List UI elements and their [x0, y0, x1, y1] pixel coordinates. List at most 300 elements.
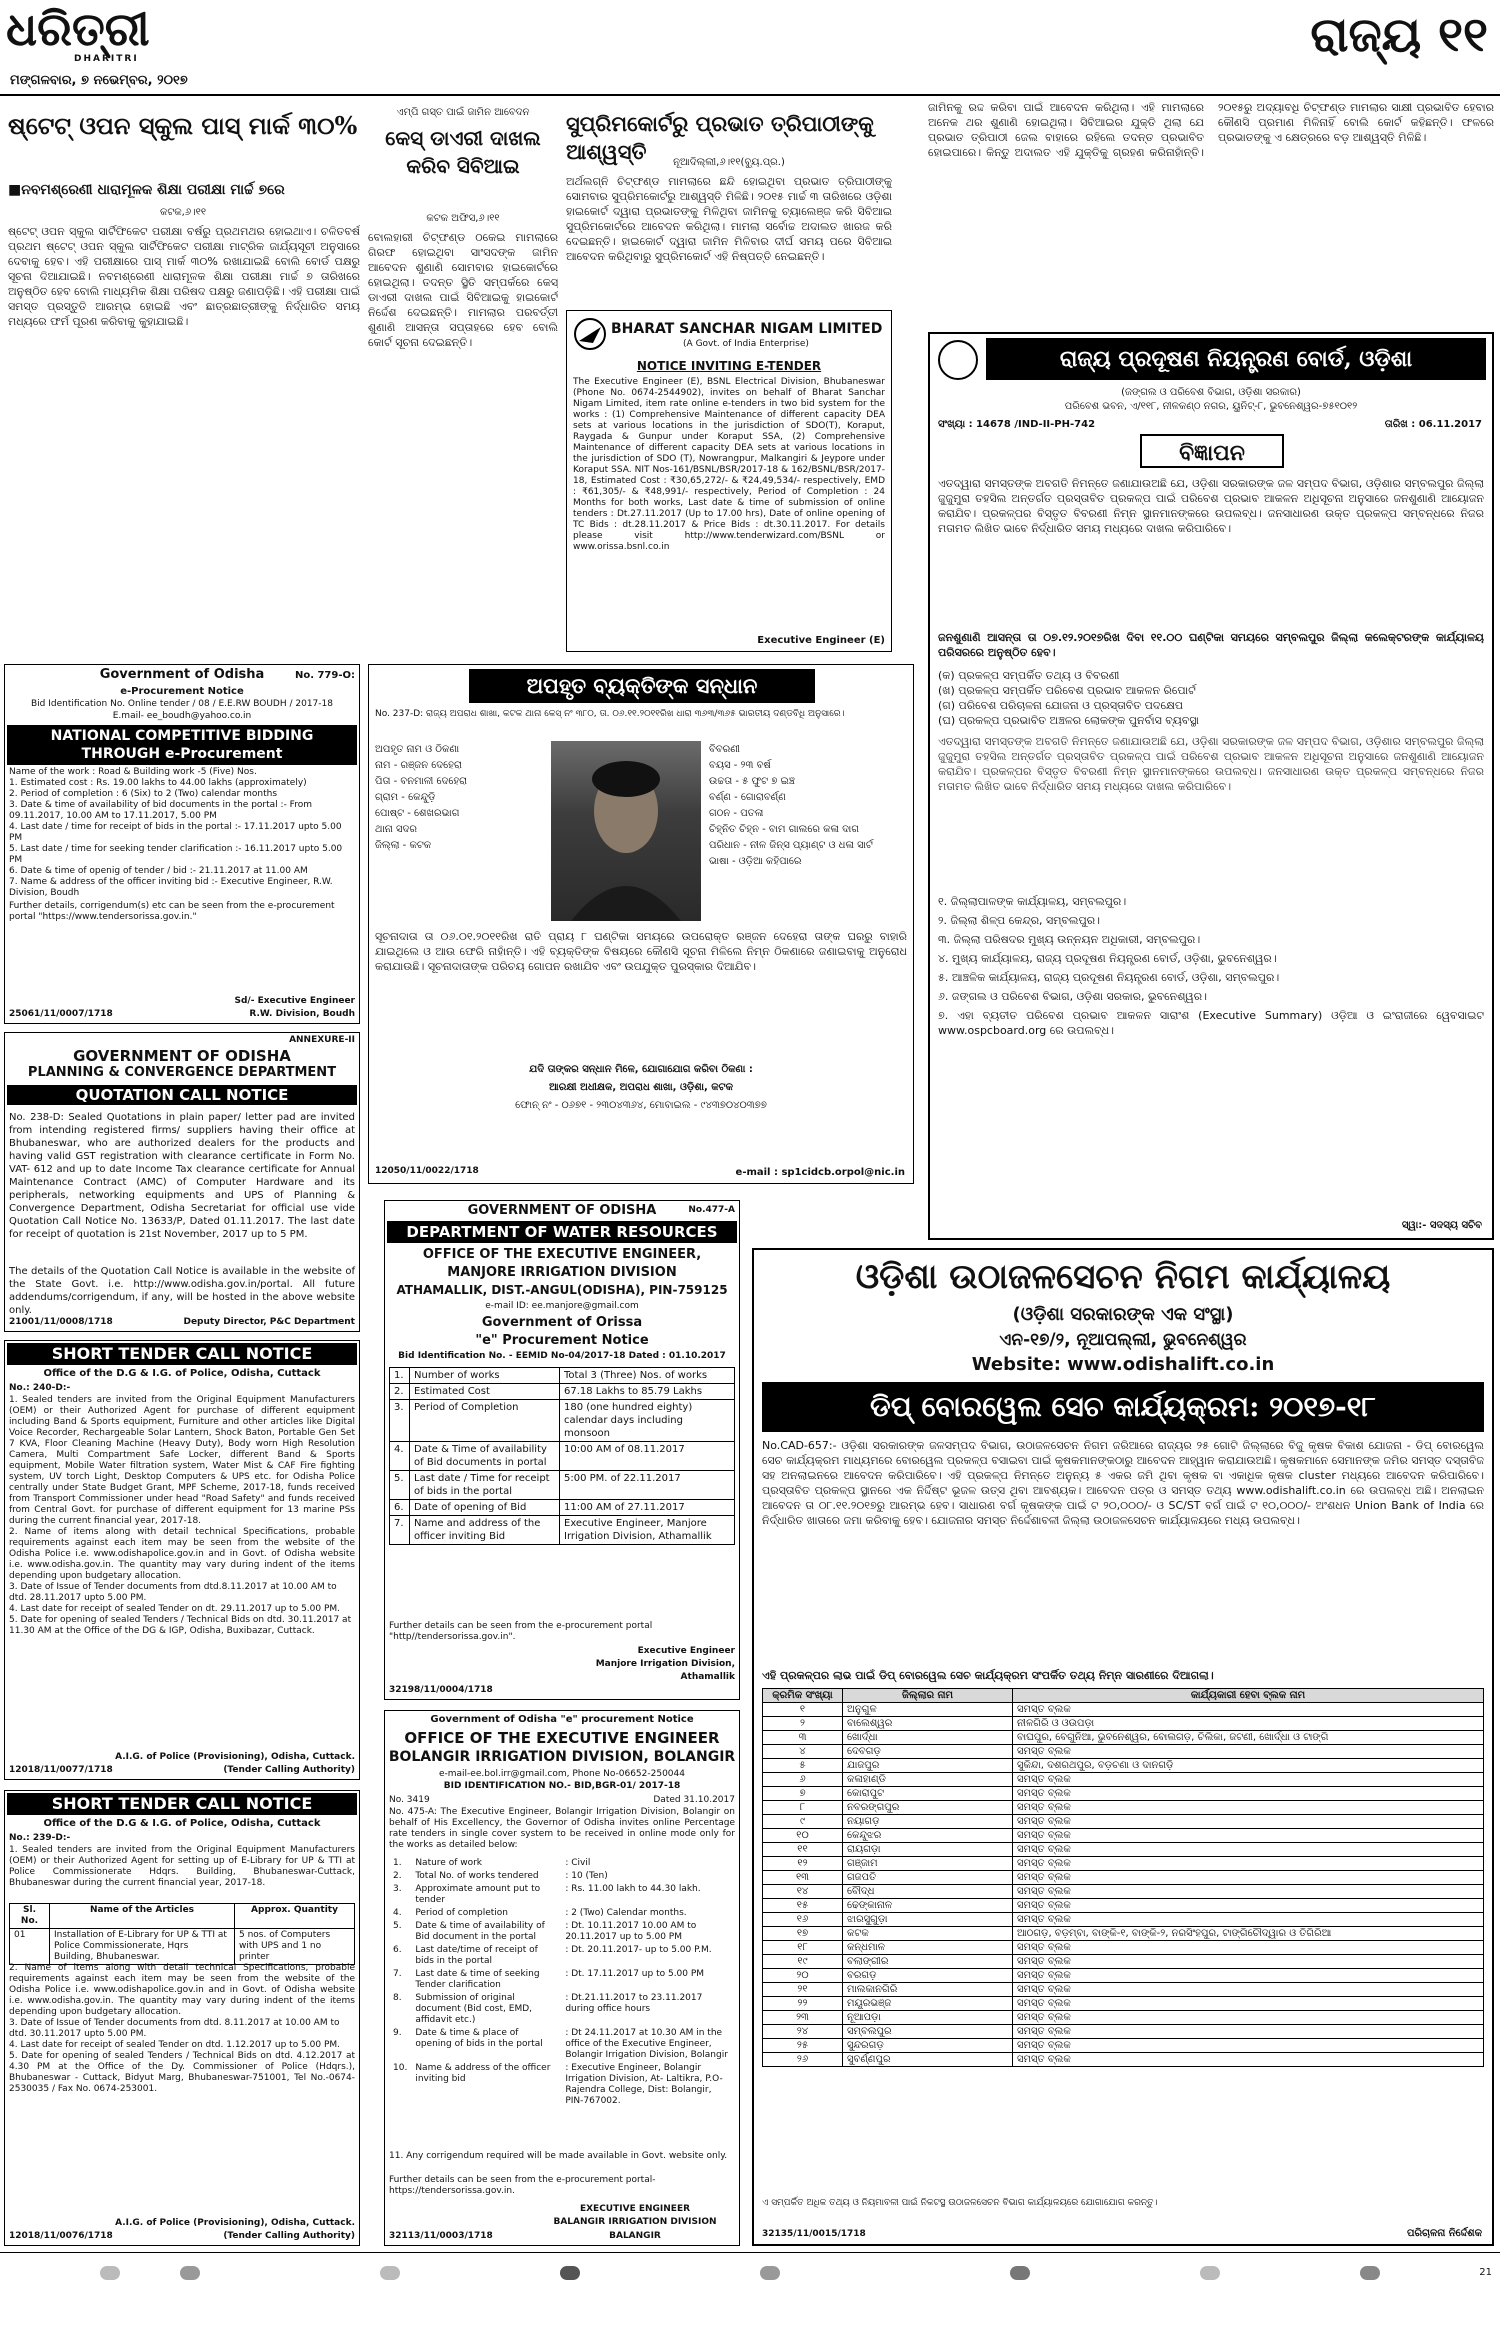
stc2-item: 4. Last date for receipt of sealed Tender on dtd. 1.12.2017 up to 5.00 PM. — [9, 2040, 341, 2050]
table-row — [389, 2062, 735, 2108]
boudh-item: 3. Date & time of availability of bid documents in the portal :- From 09.11.2017, 10.00 AM to 17.11.2017, 5.00 PM — [9, 800, 312, 821]
lift-web: Website: www.odishalift.co.in — [971, 1354, 1275, 1375]
planning-annex: ANNEXURE-II — [289, 1035, 355, 1045]
table-header-cell: କାର୍ଯ୍ୟକାରୀ ହେବା ବ୍ଲକ ନାମ — [1013, 1689, 1484, 1703]
pollution-date: ତାରିଖ : 06.11.2017 — [1384, 419, 1482, 430]
bolangir-dated: Dated 31.10.2017 — [653, 1795, 735, 1805]
table-row — [763, 1745, 1484, 1759]
bsnl-tender — [566, 310, 892, 652]
table-cell: ସମସ୍ତ ବ୍ଲକ — [1013, 1787, 1484, 1801]
stc2-sign2: (Tender Calling Authority) — [223, 2231, 355, 2241]
table-cell: Total No. of works tendered — [415, 1871, 539, 1881]
missing-field: ଉଚ୍ଚତା - ୫ ଫୁଟ ୭ ଇଞ୍ଚ — [709, 776, 795, 787]
table-row — [763, 1843, 1484, 1857]
table-cell: 8. — [393, 1993, 402, 2003]
table-cell: କନ୍ଧମାଳ — [843, 1941, 1013, 1955]
missing-field: ବିବରଣୀ — [709, 744, 740, 755]
table-cell: ସମସ୍ତ ବ୍ଲକ — [1013, 2025, 1484, 2039]
stc1-item: 4. Last date for receipt of sealed Tender on dt. 29.11.2017 up to 5.00 PM. — [9, 1604, 341, 1614]
missing-field: ନାମ - ରଞ୍ଜନ ଦେହେରା — [375, 760, 462, 771]
table-cell: Last date/time of receipt of bids in the portal — [415, 1945, 538, 1966]
table-cell: 67.18 Lakhs to 85.79 Lakhs — [560, 1384, 735, 1400]
missing-phone: ଫୋନ୍ ନଂ - ୦୬୭୧ - ୨୩୦୪୩୬୪, ମୋବାଇଲ - ୯୪୩୭୦୪୦୩୭୭ — [515, 1100, 767, 1111]
table-cell: : Executive Engineer, Bolangir Irrigation Division, At- Laltikra, P.O- Rajendra College, Dist: Bolangir, PIN-767002. — [565, 2063, 723, 2106]
stc2-table — [9, 1903, 355, 1965]
table-row — [763, 1885, 1484, 1899]
missing-title: ଅପହୃତ ବ୍ୟକ୍ତିଙ୍କ ସନ୍ଧାନ — [469, 669, 815, 703]
pollution-items — [938, 668, 1484, 728]
table-cell: Submission of original document (Bid cost, EMD, affidavit etc.) — [415, 1993, 532, 2025]
table-cell: ସୁକିନ୍ଦା, ଦଶରଥପୁର, ବଡ଼ଚଣା ଓ ଦାନଗଡ଼ି — [1013, 1759, 1484, 1773]
pollution-place: ୨. ଜିଲ୍ଲା ଶିଳ୍ପ କେନ୍ଦ୍ର, ସମ୍ବଲପୁର। — [938, 914, 1101, 927]
masthead-logo-sub: DHARITRI — [74, 54, 139, 64]
table-row — [763, 1969, 1484, 1983]
table-row — [763, 1983, 1484, 1997]
table-row — [763, 1857, 1484, 1871]
boudh-code: 25061/11/0007/1718 — [9, 1009, 113, 1019]
table-cell: ୪ — [763, 1745, 843, 1759]
planning-head1: GOVERNMENT OF ODISHA — [73, 1047, 291, 1065]
boudh-item: 5. Last date / time for seeking tender clarification :- 16.11.2017 upto 5.00 PM — [9, 844, 343, 865]
table-cell: 4. — [390, 1442, 410, 1471]
missing-field: ଜିଲ୍ଲା - କଟକ — [375, 840, 432, 851]
table-row — [390, 1368, 735, 1384]
table-cell: 4. — [393, 1908, 402, 1918]
stc2-item1: 1. Sealed tenders are invited from the Original Equipment Manufacturers (OEM) or their Authorized Agent for setting up of E-Library for UP & TTI at Police Commissionerate Hdqrs. Building, Bhubaneswar-Cuttack, Bhubaneswar during the current financial year, 2017-18. — [9, 1845, 355, 1888]
lift-code: 32135/11/0015/1718 — [762, 2229, 866, 2239]
pollution-sub1: (ଜଙ୍ଗଲ ଓ ପରିବେଶ ବିଭାଗ, ଓଡ଼ିଶା ସରକାର) — [1121, 387, 1301, 398]
table-row — [763, 2025, 1484, 2039]
ospcb-logo-icon — [938, 340, 978, 380]
table-cell: 6. — [390, 1500, 410, 1516]
water-office1: OFFICE OF THE EXECUTIVE ENGINEER, — [422, 1247, 702, 1262]
table-cell: ବାଲେଶ୍ୱର — [843, 1717, 1013, 1731]
water-bid: Bid Identification No. - EEMID No-04/2017-18 Dated : 01.10.2017 — [398, 1351, 726, 1361]
table-cell: ୧୯ — [763, 1955, 843, 1969]
table-row — [763, 2053, 1484, 2067]
table-cell: ସମସ୍ତ ବ୍ଲକ — [1013, 1703, 1484, 1717]
table-row — [763, 1815, 1484, 1829]
table-header-row — [763, 1689, 1484, 1703]
table-cell: Date & Time of availability of Bid documents in portal — [410, 1442, 560, 1471]
table-cell: ସମସ୍ତ ବ୍ଲକ — [1013, 1941, 1484, 1955]
water-code: 32198/11/0004/1718 — [389, 1685, 493, 1695]
pollution-ref: ସଂଖ୍ୟା : 14678 /IND-II-PH-742 — [938, 419, 1096, 430]
table-row — [763, 1717, 1484, 1731]
table-cell: : Dt. 20.11.2017- up to 5.00 P.M. — [565, 1945, 712, 1955]
water-notice: "e" Procurement Notice — [475, 1333, 649, 1348]
table-cell: ସମସ୍ତ ବ୍ଲକ — [1013, 1745, 1484, 1759]
missing-field: ଗ୍ରାମ - କେନ୍ଦୁଡ଼ି — [375, 792, 436, 803]
table-cell: ଆଠଗଡ଼, ବଡ଼ମ୍ବା, ବାଙ୍କି-୧, ବାଙ୍କି-୨, ନରସିଂହପୁର, ଟାଙ୍ଗିଚୌଦ୍ୱାର ଓ ତିଗିରିଆ — [1013, 1927, 1484, 1941]
table-cell: 5. — [393, 1921, 402, 1931]
planning-body2: The details of the Quotation Call Notice is available in the website of the State Govt. i.e. http://www.odisha.gov.in/portal. All future addendums/corrigendum, if any, will be hosted in the above website only. — [9, 1266, 355, 1316]
stc2-code: 12018/11/0076/1718 — [9, 2231, 113, 2241]
table-cell: ସମସ୍ତ ବ୍ଲକ — [1013, 1955, 1484, 1969]
table-row — [763, 1913, 1484, 1927]
planning-head2: PLANNING & CONVERGENCE DEPARTMENT — [27, 1065, 337, 1080]
pollution-place: ୧. ଜିଲ୍ଲାପାଳଙ୍କ କାର୍ଯ୍ୟାଳୟ, ସମ୍ବଲପୁର। — [938, 895, 1127, 908]
lift-sign: ପରିଚାଳନା ନିର୍ଦ୍ଦେଶକ — [1407, 2228, 1482, 2239]
boudh-item: 7. Name & address of the officer inviting bid :- Executive Engineer, R.W. Division, Boudh — [9, 877, 333, 898]
table-row — [390, 1516, 735, 1545]
table-cell: Executive Engineer, Manjore Irrigation Division, Athamallik — [560, 1516, 735, 1545]
table-row — [390, 1471, 735, 1500]
table-cell: Estimated Cost — [410, 1384, 560, 1400]
table-cell: 7. — [393, 1969, 402, 1979]
table-cell: ଅନୁଗୁଳ — [843, 1703, 1013, 1717]
boudh-items — [9, 767, 355, 923]
boudh-title: NATIONAL COMPETITIVE BIDDING THROUGH e-Procurement — [7, 725, 357, 765]
stc1-sign1: A.I.G. of Police (Provisioning), Odisha, Cuttack. — [115, 1752, 355, 1762]
pollution-place: ୭. ଏହା ବ୍ୟତୀତ ପରିବେଶ ପ୍ରଭାବ ଆକଳନ ସାରାଂଶ (Executive Summary) ଓଡ଼ିଆ ଓ ଇଂରାଜୀରେ ୱେବସାଇଟ www.ospcboard.org ରେ ଉପଲବ୍ଧ। — [938, 1009, 1484, 1037]
table-cell: ୧୧ — [763, 1843, 843, 1857]
short-tender-1 — [4, 1340, 360, 1780]
water-sign2: Manjore Irrigation Division, — [595, 1659, 735, 1669]
table-cell: କଳାହାଣ୍ଡି — [843, 1773, 1013, 1787]
missing-field: ପୋଷ୍ଟ - ଶେଖରଭାଗ — [375, 808, 460, 819]
table-row — [389, 1870, 735, 1883]
table-cell: ୭ — [763, 1787, 843, 1801]
pollution-item: (ଗ) ପରିବେଶ ପରିଚାଳନା ଯୋଜନା ଓ ପ୍ରସ୍ତାବିତ ପଦକ୍ଷେପ — [938, 699, 1184, 712]
missing-body: ସୂଚନାଦାତା ତା ୦୬.୦୧.୨୦୧୧ରିଖ ରାତି ପ୍ରାୟ ୮ ଘଣ୍ଟିକା ସମୟରେ ଉପରୋକ୍ତ ରଞ୍ଜନ ଦେହେରା ତାଙ୍କ ଘରରୁ ବାହାରି ଯାଇଥିଲେ ଓ ଆଉ ଫେରି ନାହାଁନ୍ତି। ଏହି ବ୍ୟକ୍ତିଙ୍କ ବିଷୟରେ କୌଣସି ସୂଚନା ମିଳିଲେ ନିମ୍ନ ଠିକଣାରେ ଜଣାଇବାକୁ ଅନୁରୋଧ କରାଯାଉଛି। ସୂଚନାଦାତାଙ୍କ ପରିଚୟ ଗୋପନ ରଖାଯିବ ଏବଂ ଉପଯୁକ୍ତ ପୁରସ୍କାର ଦିଆଯିବ। — [375, 930, 907, 973]
table-cell: ନୀଳଗିରି ଓ ଓଉପଡ଼ା — [1013, 1717, 1484, 1731]
table-header-cell: Sl. No. — [10, 1904, 50, 1929]
bsnl-sign: Executive Engineer (E) — [757, 635, 885, 646]
bolangir-intro: No. 475-A: The Executive Engineer, Bolangir Irrigation Division, Bolangir on behalf of His Excellency, the Governor of Odisha invites online Percentage rate tenders in single cover system to be received in online mode only for the works as detailed below: — [389, 1807, 735, 1850]
table-row — [390, 1442, 735, 1471]
bolangir-email: e-mail-ee.bol.irr@gmail.com, Phone No-06652-250044 — [438, 1769, 685, 1779]
lift-title: ଓଡ଼ିଶା ଉଠାଜଳସେଚନ ନିଗମ କାର୍ଯ୍ୟାଳୟ — [855, 1257, 1391, 1297]
masthead-rule — [0, 94, 1500, 96]
pollution-item: (ଖ) ପ୍ରକଳ୍ପ ସମ୍ପର୍କିତ ପରିବେଶ ପ୍ରଭାବ ଆକଳନ ରିପୋର୍ଟ — [938, 684, 1196, 697]
table-cell: ୨୬ — [763, 2053, 843, 2067]
bsnl-name: BHARAT SANCHAR NIGAM LIMITED — [611, 321, 883, 337]
table-row — [763, 1787, 1484, 1801]
table-cell: ୨ — [763, 1717, 843, 1731]
water-table — [389, 1367, 735, 1545]
bolangir-rows — [389, 1857, 735, 2108]
table-cell: ବୌଦ୍ଧ — [843, 1885, 1013, 1899]
planning-quotation-notice — [4, 1032, 360, 1332]
pollution-board-notice — [928, 332, 1494, 1240]
planning-body: No. 238-D: Sealed Quotations in plain paper/ letter pad are invited from intending registered firms/ suppliers having their office at Bhubaneswar, who are authorized dealers for the products and having valid GST registration with clearance certificate in Form No. VAT- 612 and up to date Income Tax clearance certificate for Annual Maintenance Contract (AMC) of Computer Hardware and its peripherals, networking equipments and UPS of Planning & Convergence Department, Odisha Secretariat for official use vide Quotation Call Notice No. 13633/P, Dated 01.11.2017. The last date for receipt of quotation is 21st November, 2017 up to 5 PM. — [9, 1112, 355, 1240]
registration-mark — [560, 2266, 580, 2280]
bolangir-tender — [384, 1710, 740, 2246]
pollution-place: ୪. ମୁଖ୍ୟ କାର୍ଯ୍ୟାଳୟ, ରାଜ୍ୟ ପ୍ରଦୂଷଣ ନିୟନ୍ତ୍ରଣ ବୋର୍ଡ, ଓଡ଼ିଶା, ଭୁବନେଶ୍ୱର। — [938, 952, 1277, 965]
pollution-item: (କ) ପ୍ରକଳ୍ପ ସମ୍ପର୍କିତ ତଥ୍ୟ ଓ ବିବରଣୀ — [938, 669, 1120, 682]
boudh-item: 4. Last date / time for receipt of bids in the portal :- 17.11.2017 upto 5.00 PM — [9, 822, 342, 843]
planning-sign: Deputy Director, P&C Department — [183, 1317, 355, 1327]
table-cell: ୨୧ — [763, 1983, 843, 1997]
table-cell: 10:00 AM of 08.11.2017 — [560, 1442, 735, 1471]
table-cell: ସମସ୍ତ ବ୍ଲକ — [1013, 1815, 1484, 1829]
table-row — [763, 1773, 1484, 1787]
table-cell: ସୁବର୍ଣ୍ଣପୁର — [843, 2053, 1013, 2067]
bolangir-sign2: BALANGIR IRRIGATION DIVISION — [553, 2217, 717, 2227]
table-row — [389, 1944, 735, 1968]
masthead-date: ମଙ୍ଗଳବାର, ୭ ନଭେମ୍ବର, ୨୦୧୭ — [10, 73, 188, 88]
table-cell: ସମସ୍ତ ବ୍ଲକ — [1013, 1983, 1484, 1997]
stc1-title: SHORT TENDER CALL NOTICE — [7, 1343, 357, 1365]
water-sign3: Athamallik — [680, 1672, 735, 1682]
missing-person-photo — [551, 741, 701, 921]
table-cell: 5:00 PM. of 22.11.2017 — [560, 1471, 735, 1500]
table-header-cell: Approx. Quantity — [235, 1904, 355, 1929]
pollution-sign: ସ୍ୱା:- ସଦସ୍ୟ ସଚିବ — [1401, 1220, 1482, 1231]
table-row — [10, 1929, 355, 1965]
table-cell: ସମସ୍ତ ବ୍ଲକ — [1013, 2053, 1484, 2067]
table-cell: ୨୨ — [763, 1997, 843, 2011]
water-office3: ATHAMALLIK, DIST.-ANGUL(ODISHA), PIN-759125 — [396, 1283, 728, 1297]
pollution-sub2: ପରିବେଶ ଭବନ, ଏ/୧୧୮, ନୀଳକଣ୍ଠ ନଗର, ୟୁନିଟ୍-୮, ଭୁବନେଶ୍ୱର-୭୫୧୦୧୨ — [1064, 401, 1358, 412]
table-cell: ୧୩ — [763, 1871, 843, 1885]
water-resources-tender — [384, 1200, 740, 1700]
bsnl-body: The Executive Engineer (E), BSNL Electrical Division, Bhubaneswar (Phone No. 0674-2544902), invites on behalf of Bharat Sanchar Nigam Limited, item rate online e-tenders in two bid system for the works : (1) Comprehensive Maintenance of different capacity DEA sets at various locations in the jurisdiction of SDO(T), Koraput, Raygada & Gunpur under Koraput SSA, (2) Comprehensive Maintenance of different capacity DEA sets at various locations in the jurisdiction of SDO (T), Nowrangpur, Malkangiri & Jeypore under Koraput SSA. NIT Nos-161/BSNL/BSR/2017-18 & 162/BSNL/BSR/2017-18, Estimated Cost : ₹30,65,272/- & ₹24,49,534/- respectively, EMD : ₹61,305/- & ₹48,991/- respectively, Period of Completion : 24 Months for both works, Last date & time of submission of online tenders : Dt.27.11.2017 (Up to 17.00 hrs), Date of online opening of TC Bids : dt.28.11.2017 & Price Bids : dt.30.11.2017. For details please visit http://www.tenderwizard.com/BSNL or www.orissa.bsnl.co.in — [573, 377, 885, 552]
table-cell: ସମସ୍ତ ବ୍ଲକ — [1013, 1843, 1484, 1857]
boudh-email: E.mail- ee_boudh@yahoo.co.in — [112, 711, 252, 721]
table-header-cell: କ୍ରମିକ ସଂଖ୍ୟା — [763, 1689, 843, 1703]
story1-subhead: ■ନବମଶ୍ରେଣୀ ଧାରାମୂଳକ ଶିକ୍ଷା ପରୀକ୍ଷା ମାର୍ଚ୍ଚ ୭ରେ — [8, 182, 285, 198]
table-cell: ସମସ୍ତ ବ୍ଲକ — [1013, 1857, 1484, 1871]
table-cell: 6. — [393, 1945, 402, 1955]
table-cell: ମାଲକାନଗିରି — [843, 1983, 1013, 1997]
table-cell: ଖୋର୍ଦ୍ଧା — [843, 1731, 1013, 1745]
table-cell: 5. — [390, 1471, 410, 1500]
table-cell: ୫ — [763, 1759, 843, 1773]
table-cell: Date of opening of Bid — [410, 1500, 560, 1516]
table-row — [763, 2039, 1484, 2053]
table-row — [389, 1968, 735, 1992]
stc1-no: No.: 240-D:- — [9, 1383, 71, 1393]
table-row — [389, 1907, 735, 1920]
lift-addr: ଏନ-୧୭/୨, ନୂଆପଲ୍ଲୀ, ଭୁବନେଶ୍ୱର — [999, 1330, 1247, 1350]
table-header-row — [10, 1904, 355, 1929]
missing-field: ଅପହୃତ ନାମ ଓ ଠିକଣା — [375, 744, 460, 755]
table-row — [763, 1997, 1484, 2011]
table-cell: 7. — [390, 1516, 410, 1545]
registration-mark — [100, 2266, 120, 2280]
pollution-place: ୬. ଜଙ୍ଗଲ ଓ ପରିବେଶ ବିଭାଗ, ଓଡ଼ିଶା ସରକାର, ଭୁବନେଶ୍ୱର। — [938, 990, 1207, 1003]
table-row — [390, 1400, 735, 1442]
table-cell: : Civil — [565, 1858, 591, 1868]
bolangir-no: No. 3419 — [389, 1795, 430, 1805]
table-cell: କୋରାପୁଟ — [843, 1787, 1013, 1801]
lift-footer: ଏ ସମ୍ପର୍କିତ ଅଧିକ ତଥ୍ୟ ଓ ନିୟମାବଳୀ ପାଇଁ ନିକଟସ୍ଥ ଉଠାଜଳସେଚନ ବିଭାଗ କାର୍ଯ୍ୟାଳୟରେ ଯୋଗାଯୋଗ କରନ୍ତୁ। — [762, 2198, 1158, 2208]
table-cell: ୩ — [763, 1731, 843, 1745]
table-cell: ଢେଙ୍କାନାଳ — [843, 1899, 1013, 1913]
table-cell: Approximate amount put to tender — [415, 1884, 541, 1905]
table-row — [389, 1920, 735, 1944]
table-cell: ସମସ୍ତ ବ୍ଲକ — [1013, 1773, 1484, 1787]
water-further: Further details can be seen from the e-procurement portal "http//tendersorissa.gov.in". — [389, 1621, 653, 1642]
table-row — [763, 1871, 1484, 1885]
story3-continued: ଜାମିନକୁ ରଦ୍ଦ କରିବା ପାଇଁ ଆବେଦନ କରିଥିଲା। ଏହି ମାମଲାରେ ଅନେକ ଥର ଶୁଣାଣି ହୋଇଥିଲା। ସିବିଆଇର ଯୁକ୍ତି ଥିଲା ଯେ ପ୍ରଭାତ ତ୍ରିପାଠୀ ଜେଲ ବାହାରେ ରହିଲେ ତଦନ୍ତ ପ୍ରଭାବିତ ହୋଇପାରେ। କିନ୍ତୁ ଅଦାଲତ ଏହି ଯୁକ୍ତିକୁ ଗ୍ରହଣ କରିନାହାଁନ୍ତି। ୨୦୧୫ରୁ ଅଦ୍ୟାବଧି ଚିଟ୍‌ଫଣ୍ଡ ମାମଲାର ସାକ୍ଷୀ ପ୍ରଭାବିତ ହେବାର କୌଣସି ପ୍ରମାଣ ମିଳିନାହିଁ ବୋଲି କୋର୍ଟ କହିଛନ୍ତି। ଫଳରେ ପ୍ରଭାତଙ୍କୁ ଏ କ୍ଷେତ୍ରରେ ବଡ଼ ଆଶ୍ୱସ୍ତି ମିଳିଛି। — [928, 101, 1494, 159]
table-cell: 10. — [393, 2063, 408, 2073]
pollution-notice-word: ବିଜ୍ଞାପନ — [1140, 434, 1284, 468]
table-cell: ସମସ୍ତ ବ୍ଲକ — [1013, 1871, 1484, 1885]
lift-irrigation-notice — [752, 1248, 1494, 2246]
table-row — [763, 1941, 1484, 1955]
table-row — [763, 1759, 1484, 1773]
table-cell: 3. — [390, 1400, 410, 1442]
registration-mark — [180, 2266, 200, 2280]
table-cell: Name & address of the officer inviting bid — [415, 2063, 551, 2084]
story3-body: ଅର୍ଥଲଗ୍ନି ଚିଟ୍‌ଫଣ୍ଡ ମାମଲାରେ ଛନ୍ଦି ହୋଇଥିବା ପ୍ରଭାତ ତ୍ରିପାଠୀଙ୍କୁ ସୋମବାର ସୁପ୍ରିମକୋର୍ଟରୁ ଆଶ୍ୱସ୍ତି ମିଳିଛି। ୨୦୧୫ ମାର୍ଚ୍ଚ ୩ ତାରିଖରେ ଓଡ଼ିଶା ହାଇକୋର୍ଟ ଦ୍ୱାରା ପ୍ରଭାତଙ୍କୁ ମିଳିଥିବା ଜାମିନକୁ ଚ୍ୟାଲେଞ୍ଜ କରି ସିବିଆଇ ସୁପ୍ରିମକୋର୍ଟରେ ଆବେଦନ କରିଥିଲା। ମାମଲା ସର୍ବୋଚ୍ଚ ଅଦାଲତ ଖାରଜ କରି ଦେଇଛନ୍ତି। ହାଇକୋର୍ଟ ଦ୍ୱାରା ଜାମିନ ମିଳିବାର ଦୀର୍ଘ ସମୟ ପରେ ସିବିଆଇ ଆବେଦନ କରିଥିବାରୁ ସୁପ୍ରିମକୋର୍ଟ ଏହି ନିଷ୍ପତ୍ତି ନେଇଛନ୍ତି। — [566, 175, 892, 263]
table-cell: କଟକ — [843, 1927, 1013, 1941]
table-cell: ସମସ୍ତ ବ୍ଲକ — [1013, 1997, 1484, 2011]
water-office2: MANJORE IRRIGATION DIVISION — [447, 1265, 677, 1280]
table-cell: ରାୟଗଡ଼ା — [843, 1843, 1013, 1857]
bolangir-office2: BOLANGIR IRRIGATION DIVISION, BOLANGIR — [388, 1749, 736, 1765]
table-cell: ସମସ୍ତ ବ୍ଲକ — [1013, 1801, 1484, 1815]
table-cell: ଯାଜପୁର — [843, 1759, 1013, 1773]
boudh-bid: Bid Identification No. Online tender / 08 / E.E.RW BOUDH / 2017-18 — [31, 699, 333, 709]
story2-kicker: ଏମ୍‌ପି ଗସ୍ତ ପାଇଁ ଜାମିନ ଆବେଦନ — [396, 107, 530, 118]
table-cell: ୧୪ — [763, 1885, 843, 1899]
table-cell: ବରଗଡ଼ — [843, 1969, 1013, 1983]
table-cell: ନୟାଗଡ଼ — [843, 1815, 1013, 1829]
boudh-item: 2. Period of completion : 6 (Six) to 2 (Two) calendar months — [9, 789, 278, 799]
stc2-sign1: A.I.G. of Police (Provisioning), Odisha, Cuttack. — [115, 2218, 355, 2228]
boudh-sign2: R.W. Division, Boudh — [249, 1009, 355, 1019]
table-row — [389, 2027, 735, 2062]
stc1-code: 12018/11/0077/1718 — [9, 1765, 113, 1775]
boudh-item: Name of the work : Road & Building work -5 (Five) Nos. — [9, 767, 257, 777]
pollution-place: ୫. ଆଞ୍ଚଳିକ କାର୍ଯ୍ୟାଳୟ, ରାଜ୍ୟ ପ୍ରଦୂଷଣ ନିୟନ୍ତ୍ରଣ ବୋର୍ଡ, ଓଡ଼ିଶା, ସମ୍ବଲପୁର। — [938, 971, 1280, 984]
table-cell: Last date & time of seeking Tender clarification — [415, 1969, 540, 1990]
pollution-place: ୩. ଜିଲ୍ଲା ପରିଷଦର ମୁଖ୍ୟ ଉନ୍ନୟନ ଅଧିକାରୀ, ସମ୍ବଲପୁର। — [938, 933, 1201, 946]
table-cell: ୮ — [763, 1801, 843, 1815]
story3-headline: ସୁପ୍ରିମକୋର୍ଟରୁ ପ୍ରଭାତ ତ୍ରିପାଠୀଙ୍କୁ ଆଶ୍ୱସ୍ତି — [566, 111, 874, 164]
bsnl-title: NOTICE INVITING E-TENDER — [636, 359, 822, 373]
table-cell: ୨୪ — [763, 2025, 843, 2039]
stc1-sign2: (Tender Calling Authority) — [223, 1765, 355, 1775]
registration-mark — [380, 2266, 400, 2280]
water-dept: DEPARTMENT OF WATER RESOURCES — [387, 1221, 737, 1243]
stc1-sub: Office of the D.G & I.G. of Police, Odisha, Cuttack — [43, 1368, 321, 1379]
table-cell: ସମସ୍ତ ବ୍ଲକ — [1013, 1885, 1484, 1899]
missing-field: ପରିଧାନ - ନୀଳ ଜିନ୍ସ ପ୍ୟାଣ୍ଟ ଓ ଧଳା ସାର୍ଟ — [709, 840, 873, 851]
table-cell: ୯ — [763, 1815, 843, 1829]
table-cell: Period of Completion — [410, 1400, 560, 1442]
pollution-places — [938, 894, 1484, 1042]
missing-code: 12050/11/0022/1718 — [375, 1166, 479, 1176]
table-header-cell: ଜିଲ୍ଲାର ନାମ — [843, 1689, 1013, 1703]
lift-table — [762, 1688, 1484, 2067]
table-cell: Period of completion — [415, 1908, 508, 1918]
table-cell: 2. — [393, 1871, 402, 1881]
footer-rule — [0, 2252, 1500, 2253]
table-cell: : Dt.21.11.2017 to 23.11.2017 during office hours — [565, 1993, 703, 2014]
story1-body: ଷ୍ଟେଟ୍ ଓପନ ସ୍କୁଲ ସାର୍ଟିଫିକେଟ ପରୀକ୍ଷା ବର୍ଷରୁ ପ୍ରଥମଥର ହୋଇଥାଏ। ଚଳିତବର୍ଷ ପ୍ରଥମ ଷ୍ଟେଟ୍ ଓପନ ସ୍କୁଲ ସାର୍ଟିଫିକେଟ ପରୀକ୍ଷା ମାଟ୍ରିକ ଜାର୍ଯ୍ୟସୂଚୀ ଅନୁସାରେ ଦେବାକୁ ହେବ। ଏହି ପରୀକ୍ଷାରେ ପାସ୍ ମାର୍କ ୩୦% ରଖାଯାଇଛି ବୋଲି ବୋର୍ଡ ପକ୍ଷରୁ ସୂଚନା ଦିଆଯାଇଛି। ନବମଶ୍ରେଣୀ ଧାରାମୂଳକ ଶିକ୍ଷା ପରୀକ୍ଷା ମାର୍ଚ୍ଚ ୭ ତାରିଖରେ ଅନୁଷ୍ଠିତ ହେବ ବୋଲି ମାଧ୍ୟମିକ ଶିକ୍ଷା ପରିଷଦ ପକ୍ଷରୁ ଜଣାପଡ଼ିଛି। ଏହି ପରୀକ୍ଷା ପାଇଁ ସମସ୍ତ ପ୍ରସ୍ତୁତି ଆରମ୍ଭ ହୋଇଛି ଏବଂ ଛାତ୍ରଛାତ୍ରୀଙ୍କୁ ନିର୍ଦ୍ଧାରିତ ସମୟ ମଧ୍ୟରେ ଫର୍ମ ପୂରଣ କରିବାକୁ କୁହାଯାଇଛି। — [8, 225, 360, 328]
table-cell: ସମସ୍ତ ବ୍ଲକ — [1013, 1899, 1484, 1913]
story2-headline: କେସ୍ ଡାଏରୀ ଦାଖଲ କରିବ ସିବିଆଇ — [385, 126, 541, 178]
missing-right-fields — [709, 743, 909, 871]
water-email: e-mail ID: ee.manjore@gmail.com — [485, 1301, 639, 1311]
table-cell: 3. — [393, 1884, 402, 1894]
table-cell: ସମସ୍ତ ବ୍ଲକ — [1013, 2011, 1484, 2025]
table-cell: ନୂଆପଡ଼ା — [843, 2011, 1013, 2025]
table-row — [390, 1500, 735, 1516]
table-cell: ନବରଙ୍ଗପୁର — [843, 1801, 1013, 1815]
table-cell: : Dt 24.11.2017 at 10.30 AM in the office of the Executive Engineer, Bolangir Irrigation Division, Bolangir — [565, 2028, 728, 2060]
table-row — [763, 1829, 1484, 1843]
table-cell: : Dt. 17.11.2017 up to 5.00 PM — [565, 1969, 705, 1979]
table-cell: 1. — [390, 1368, 410, 1384]
stc1-item: 2. Name of items along with detail technical Specifications, probable requirements against each item may be seen from the website of the Odisha Police i.e. www.odishapolice.gov.in and in Govt. of Odisha website i.e. www.odisha.gov.in. The quantity may vary during indent of the items depending upon budgetary allocation. — [9, 1527, 355, 1581]
stc2-item: 2. Name of items along with detail technical Specifications, probable requirements against each item may be seen from the website of the Odisha Police i.e. www.odishapolice.gov.in and in Govt. of Odisha website i.e. www.odisha.gov.in. The quantity may vary during indent of the items depending upon budgetary allocation. — [9, 1963, 355, 2017]
missing-field: ଥାନା ସଦର — [375, 824, 417, 835]
bolangir-head: Government of Odisha "e" procurement Notice — [430, 1714, 694, 1725]
stc1-items — [9, 1395, 355, 1637]
table-cell: ୧୫ — [763, 1899, 843, 1913]
boudh-sub: e-Procurement Notice — [120, 686, 244, 697]
table-cell: 01 — [10, 1929, 50, 1965]
bolangir-further: Further details can be seen from the e-procurement portal- https://tendersorissa.gov.in. — [389, 2175, 656, 2196]
table-row — [390, 1384, 735, 1400]
table-cell: Nature of work — [415, 1858, 483, 1868]
table-row — [763, 1703, 1484, 1717]
boudh-item: 6. Date & time of openig of tender / bid :- 21.11.2017 at 11.00 AM — [9, 866, 308, 876]
bolangir-bid: BID IDENTIFICATION NO.- BID,BGR-01/ 2017-18 — [443, 1781, 681, 1791]
short-tender-2 — [4, 1790, 360, 2246]
footer-registration-marks — [0, 2266, 1500, 2306]
table-cell: : Dt. 10.11.2017 10.00 AM to 20.11.2017 up to 5.00 PM — [565, 1921, 697, 1942]
story1-dateline: କଟକ,୬।୧୧ — [159, 207, 207, 218]
bsnl-logo-icon — [573, 317, 607, 351]
registration-mark — [1010, 2266, 1030, 2280]
stc2-item: 5. Date for opening of sealed Tenders / Technical Bids on dtd. 4.12.2017 at 4.30 PM at the Office of the Dy. Commissioner of Police (Hdqrs.), Bhubaneswar - Cuttack, Bidyut Marg, Bhubaneswar-751001, Tel No.-0674-2530035 / Fax No. 0674-253001. — [9, 2051, 355, 2094]
table-cell: 5 nos. of Computers with UPS and 1 no printer — [235, 1929, 355, 1965]
missing-field: ପିତା - ବନମାଳୀ ଦେହେରା — [375, 776, 468, 787]
table-cell: Total 3 (Three) Nos. of works — [560, 1368, 735, 1384]
bolangir-sign3: BALANGIR — [609, 2231, 661, 2241]
story3-dateline: ନୂଆଦିଲ୍ଲୀ,୬।୧୧(ବ୍ୟୁ.ପ୍ର.) — [673, 157, 785, 168]
table-cell: 2. — [390, 1384, 410, 1400]
registration-mark — [760, 2266, 780, 2280]
table-cell: ୧୬ — [763, 1913, 843, 1927]
water-sign1: Executive Engineer — [637, 1646, 735, 1656]
table-cell: ସମସ୍ତ ବ୍ଲକ — [1013, 2039, 1484, 2053]
boudh-no: No. 779-O: — [294, 670, 355, 681]
missing-contact-head: ଯଦି ତାଙ୍କର ସନ୍ଧାନ ମିଳେ, ଯୋଗାଯୋଗ କରିବା ଠିକଣା : — [529, 1064, 753, 1075]
table-cell: ୧୮ — [763, 1941, 843, 1955]
table-cell: ଗଜପତି — [843, 1871, 1013, 1885]
missing-field: ବୟସ - ୨୩ ବର୍ଷ — [709, 760, 771, 771]
stc2-title: SHORT TENDER CALL NOTICE — [7, 1793, 357, 1815]
table-cell: ୬ — [763, 1773, 843, 1787]
table-cell: Installation of E-Library for UP & TTI at Police Commissionerate, Hqrs Building, Bhubaneswar. — [50, 1929, 235, 1965]
water-no: No.477-A — [688, 1205, 735, 1215]
lift-banner: ଡିପ୍ ବୋରୱେଲ ସେଚ କାର୍ଯ୍ୟକ୍ରମ: ୨୦୧୭-୧୮ — [762, 1382, 1484, 1432]
bsnl-sub: (A Govt. of India Enterprise) — [683, 339, 809, 349]
table-cell: ସମସ୍ତ ବ୍ଲକ — [1013, 1829, 1484, 1843]
stc2-sub: Office of the D.G & I.G. of Police, Odisha, Cuttack — [43, 1818, 321, 1829]
table-row — [763, 1955, 1484, 1969]
lift-closing: ଏହି ପ୍ରକଳ୍ପର ଲାଭ ପାଇଁ ଡିପ୍ ବୋରୱେଲ ସେଚ କାର୍ଯ୍ୟକ୍ରମ ସଂପର୍କିତ ତଥ୍ୟ ନିମ୍ନ ସାରଣୀରେ ଦିଆଗଲା। — [762, 1669, 1214, 1682]
boudh-item: 1. Estimated cost : Rs. 19.00 lakhs to 44.00 lakhs (approximately) — [9, 778, 307, 788]
page-number: 21 — [1479, 2267, 1492, 2278]
table-cell: Date & time & place of opening of bids in the portal — [415, 2028, 543, 2049]
stc1-item: 1. Sealed tenders are invited from the Original Equipment Manufacturers (OEM) or their Authorized Agent for purchase of different equipment including Band & Sports equipment, Furniture and other articles like Digital Voice Recorder, Rechargeable Solar Lantern, Shock Baton, Portable Gen Set 7 KVA, Floor Cleaning Machine (Heavy Duty), Body worn High Resolution Camera, Multi Compartment Safe Locker, different Band & Sports equipment, Mobile Water filtration system, Water Mist & CAF Fire fighting system, UV torch Light, Desktop Computers & UPS etc. for Odisha Police centrally under State Budget Grant, MPF Scheme, 2017-18, funds received from Transport Commissioner under head "Road Safety" and funds received from Central Govt. for purchase of different equipment for 13 marine PSs during the current financial year, 2017-18. — [9, 1395, 355, 1526]
table-cell: ମୟୂରଭଞ୍ଜ — [843, 1997, 1013, 2011]
table-cell: ୨୩ — [763, 2011, 843, 2025]
planning-title: QUOTATION CALL NOTICE — [7, 1085, 357, 1105]
lift-body: No.CAD-657:- ଓଡ଼ିଶା ସରକାରଙ୍କ ଜଳସମ୍ପଦ ବିଭାଗ, ଉଠାଜଳସେଚନ ନିଗମ ଜରିଆରେ ରାଜ୍ୟର ୨୫ ଗୋଟି ଜିଲ୍ଲାରେ ବିଜୁ କୃଷକ ବିକାଶ ଯୋଜନା - ଡିପ୍ ବୋରୱେଲ ସେଚ କାର୍ଯ୍ୟକ୍ରମ ମାଧ୍ୟମରେ ବୋରୱେଲ ପ୍ରକଳ୍ପ ବସାଇବା ପାଇଁ କୃଷକମାନଙ୍କଠାରୁ ଆବେଦନ ଆହ୍ୱାନ କରାଯାଉଅଛି। କୃଷକମାନେ ସେମାନଙ୍କ ଜମିର ସମସ୍ତ ଦସ୍ତାବିଜ ସହ ଅନଲାଇନରେ ଆବେଦନ କରିପାରିବେ। ଏହି ପ୍ରକଳ୍ପ ନିମନ୍ତେ ଅନୁନ୍ୟ ୫ ଏକର ଜମି ଥିବା କୃଷକ ବା ଏକାଧିକ କୃଷକ cluster ମଧ୍ୟରେ ଆବେଦନ କରିପାରିବେ। ପ୍ରସ୍ତାବିତ ପ୍ରକଳ୍ପ ସ୍ଥାନରେ ଏକ ନିର୍ଦ୍ଦିଷ୍ଟ ଭୂଜଳ ଉତ୍ସ ଥିବା ଆବଶ୍ୟକ। ଆବେଦନ ପତ୍ର ଓ ସମସ୍ତ ତଥ୍ୟ www.odishalift.co.in ରେ ଉପଲବ୍ଧ ଅଛି। ଅନଲାଇନ ଆବେଦନ ତା ୦୮.୧୧.୨୦୧୭ରୁ ଆରମ୍ଭ ହେବ। ସାଧାରଣ ବର୍ଗ କୃଷକଙ୍କ ପାଇଁ ଟ ୨୦,୦୦୦/- ଓ SC/ST ବର୍ଗ ପାଇଁ ଟ ୧୦,୦୦୦/- ଅଂଶଧନ Union Bank of India ରେ ନିର୍ଦ୍ଧାରିତ ଖାତାରେ ଜମା କରିବାକୁ ହେବ। ଯୋଜନାର ସମସ୍ତ ନିର୍ଦ୍ଦେଶାବଳୀ ଜିଲ୍ଲା ଉଠାଜଳସେଚନ କାର୍ଯ୍ୟାଳୟରେ ମଧ୍ୟ ଉପଲବ୍ଧ। — [762, 1439, 1484, 1527]
pollution-item: (ଘ) ପ୍ରକଳ୍ପ ପ୍ରଭାବିତ ଅଞ୍ଚଳର ଲୋକଙ୍କ ପୁନର୍ବାସ ବ୍ୟବସ୍ଥା — [938, 714, 1199, 727]
boudh-further: Further details, corrigendum(s) etc can be seen from the e-procurement portal "https://www.tendersorissa.gov.in." — [9, 901, 335, 922]
